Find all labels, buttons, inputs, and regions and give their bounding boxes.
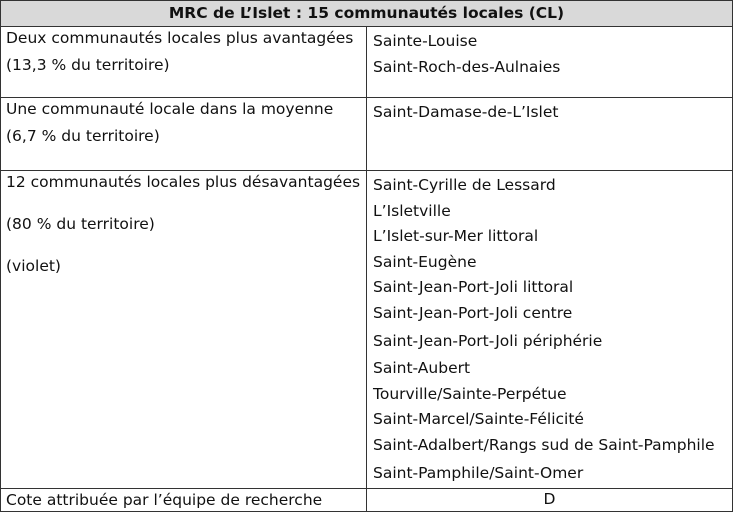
category-label: Deux communautés locales plus avantagées — [6, 29, 354, 47]
category-share: (6,7 % du territoire) — [6, 127, 160, 145]
category-cell — [1, 171, 367, 489]
community-item: Saint-Aubert — [373, 359, 471, 377]
community-item: Saint-Jean-Port-Joli littoral — [373, 278, 574, 296]
community-item: Saint-Roch-des-Aulnaies — [373, 57, 561, 76]
table-title: MRC de L’Islet : 15 communautés locales (CL) — [1, 1, 733, 27]
score-value: D — [367, 489, 733, 512]
category-color-note: (violet) — [6, 257, 61, 275]
community-item: L’Isletville — [373, 201, 451, 220]
community-item: Saint-Jean-Port-Joli périphérie — [373, 332, 603, 350]
category-label: Une communauté locale dans la moyenne — [6, 100, 334, 118]
community-list-cell — [367, 98, 733, 171]
table-row — [1, 98, 733, 171]
community-item: Saint-Adalbert/Rangs sud de Saint-Pamphile — [373, 435, 715, 454]
table-header-row — [1, 1, 733, 27]
table-row — [1, 171, 733, 489]
score-row — [1, 489, 733, 512]
category-share: (80 % du territoire) — [6, 215, 155, 233]
community-list-cell — [367, 27, 733, 98]
category-share: (13,3 % du territoire) — [6, 56, 170, 74]
score-label: Cote attribuée par l’équipe de recherche — [1, 489, 367, 512]
community-item: Saint-Damase-de-L’Islet — [373, 103, 559, 121]
community-item: Saint-Jean-Port-Joli centre — [373, 303, 573, 322]
category-cell — [1, 27, 367, 98]
community-item: Saint-Marcel/Sainte-Félicité — [373, 410, 584, 428]
community-item: Saint-Cyrille de Lessard — [373, 176, 556, 194]
community-item: Sainte-Louise — [373, 32, 478, 50]
community-list-cell — [367, 171, 733, 489]
community-item: L’Islet-sur-Mer littoral — [373, 227, 539, 245]
category-cell — [1, 98, 367, 171]
community-item: Saint-Eugène — [373, 252, 477, 271]
community-item: Saint-Pamphile/Saint-Omer — [373, 464, 584, 482]
category-label: 12 communautés locales plus désavantagées — [6, 173, 361, 191]
community-item: Tourville/Sainte-Perpétue — [373, 384, 567, 403]
table-row — [1, 27, 733, 98]
